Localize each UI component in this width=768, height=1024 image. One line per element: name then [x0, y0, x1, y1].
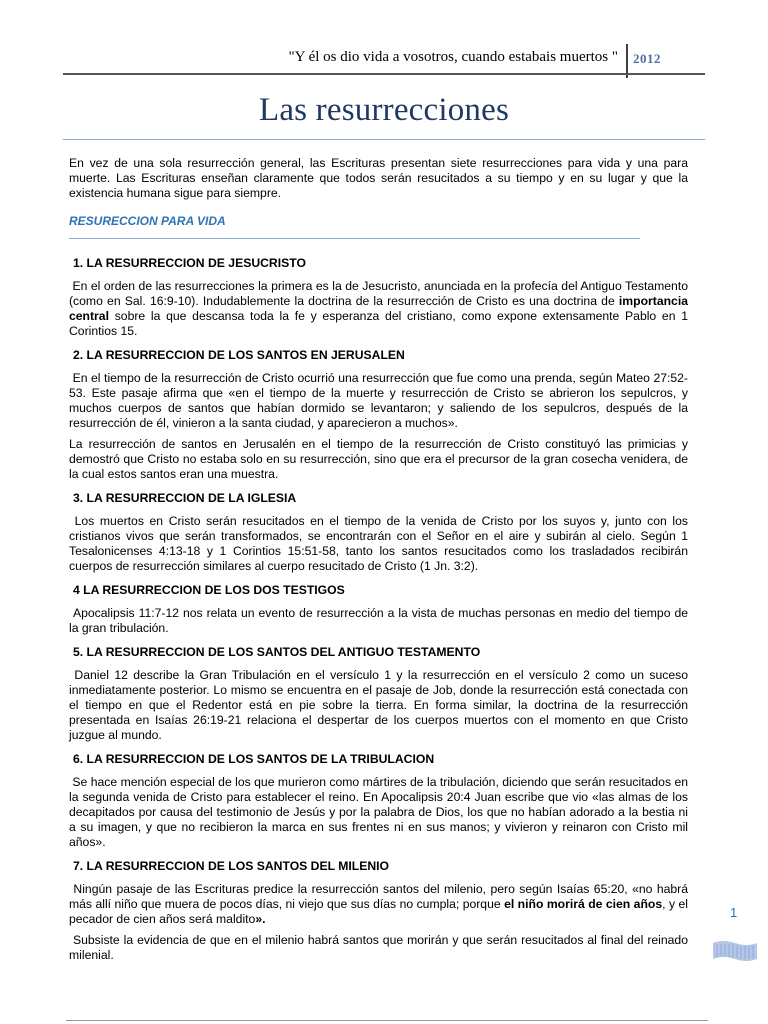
header-quote: "Y él os dio vida a vosotros, cuando estabais muertos " [288, 49, 618, 65]
bold-run: el niño morirá de cien años [504, 897, 663, 911]
document-body [69, 156, 688, 969]
section-heading-4: 4 LA RESURRECCION DE LOS DOS TESTIGOS [73, 583, 345, 597]
section-heading-6: 6. LA RESURRECCION DE LOS SANTOS DE LA TRIBULACION [73, 752, 435, 766]
section-7-paragraph-1 [69, 882, 688, 927]
header-year: 2012 [633, 51, 661, 66]
text-run: , y el pecador de cien años será maldito [69, 897, 688, 926]
bold-run: importancia central [69, 294, 688, 323]
bold-run: ». [255, 912, 266, 926]
footer-rule [66, 1020, 708, 1021]
text-run: En el orden de las resurrecciones la primera es la de Jesucristo, anunciada en la profecía del Antiguo Testamento (como en Sal. 16:9-10). Indudablemente la doctrina de la resurrección de Cristo es una doctrina de [69, 279, 688, 308]
section-heading-1: 1. LA RESURRECCION DE JESUCRISTO [73, 256, 306, 270]
section-heading-2: 2. LA RESURRECCION DE LOS SANTOS EN JERUSALEN [73, 348, 405, 362]
page-title: Las resurrecciones [258, 92, 510, 128]
page-ribbon-icon [711, 937, 759, 965]
text-run: Subsiste la evidencia de que en el milenio habrá santos que morirán y que serán resucitados al final del reinado milenial. [69, 933, 688, 962]
section-heading-3: 3. LA RESURRECCION DE LA IGLESIA [73, 491, 297, 505]
section-3-paragraph [69, 514, 688, 574]
text-run: Daniel 12 describe la Gran Tribulación en el versículo 1 y la resurrección en el versículo 2 como un suceso inmediatamente posterior. Lo mismo se encuentra en el pasaje de Job, donde la resurrección está conectada con el tiempo en que el Redentor está en pie sobre la tierra. En forma similar, la doctrina de la resurrección presentada en Isaías 26:19-21 relaciona el despertar de los cuerpos muertos con el momento en que Cristo juzgue al mundo. [69, 668, 689, 742]
section-1-paragraph [69, 279, 688, 339]
text-run: Ningún pasaje de las Escrituras predice la resurrección santos del milenio, pero según Isaías 65:20, «no habrá más allí niño que muera de pocos días, ni viejo que sus días no cumpla; porque [69, 882, 689, 911]
intro-paragraph: En vez de una sola resurrección general, las Escrituras presentan siete resurrecciones para vida y una para muerte. Las Escrituras enseñan claramente que todos serán resucitados a su tiempo y en su lugar y que la existencia humana sigue para siempre. [69, 156, 688, 200]
section-2-paragraph-2: La resurrección de santos en Jerusalén en el tiempo de la resurrección de Cristo constituyó las primicias y demostró que Cristo no estaba solo en su resurrección, sino que era el precursor de la gran cosecha venidera, de la cual estos santos eran una muestra. [69, 437, 688, 481]
title-rule [63, 139, 705, 140]
text-run: En el tiempo de la resurrección de Cristo ocurrió una resurrección que fue como una prenda, según Mateo 27:52-53. Este pasaje afirma que «en el tiempo de la muerte y resurrección de Cristo se abrieron los sepulcros, y muchos cuerpos de santos que habían dormido se levantaron; y saliendo de los sepulcros, después de la resurrección de él, vinieron a la santa ciudad, y aparecieron a muchos». [69, 371, 688, 430]
header-rule [63, 73, 705, 75]
section-6-paragraph [69, 775, 688, 850]
section-4-paragraph [69, 606, 688, 636]
section-5-paragraph [69, 668, 688, 743]
page-number: 1 [730, 905, 738, 920]
text-run: Apocalipsis 11:7-12 nos relata un evento de resurrección a la vista de muchas personas en medio del tiempo de la gran tribulación. [69, 606, 689, 635]
section-subheading: RESURECCION PARA VIDA [69, 214, 226, 228]
subheading-rule [69, 238, 640, 239]
text-run: Se hace mención especial de los que murieron como mártires de la tribulación, diciendo que serán resucitados en la segunda venida de Cristo para establecer el reino. En Apocalipsis 20:4 Juan escribe que vio «las almas de los decapitados por causa del testimonio de Jesús y por la palabra de Dios, los que no habían adorado a la bestia ni a su imagen, y que no recibieron la marca en sus frentes ni en sus manos; y vivieron y reinaron con Cristo mil años». [69, 775, 689, 849]
section-7-paragraph-2 [69, 933, 688, 963]
section-heading-5: 5. LA RESURRECCION DE LOS SANTOS DEL ANTIGUO TESTAMENTO [73, 645, 481, 659]
text-run: Los muertos en Cristo serán resucitados en el tiempo de la venida de Cristo por los suyos y, junto con los cristianos vivos que serán transformados, se encontrarán con el Señor en el aire y subirán al cielo. Según 1 Tesalonicenses 4:13-18 y 1 Corintios 15:51-58, tanto los santos resucitados como los trasladados recibirán cuerpos de resurrección similares al cuerpo resucitado de Cristo (1 Jn. 3:2). [69, 514, 688, 573]
text-run: sobre la que descansa toda la fe y esperanza del cristiano, como expone extensamente Pablo en 1 Corintios 15. [69, 309, 688, 338]
section-heading-7: 7. LA RESURRECCION DE LOS SANTOS DEL MILENIO [73, 859, 390, 873]
section-2-paragraph-1 [69, 371, 688, 431]
